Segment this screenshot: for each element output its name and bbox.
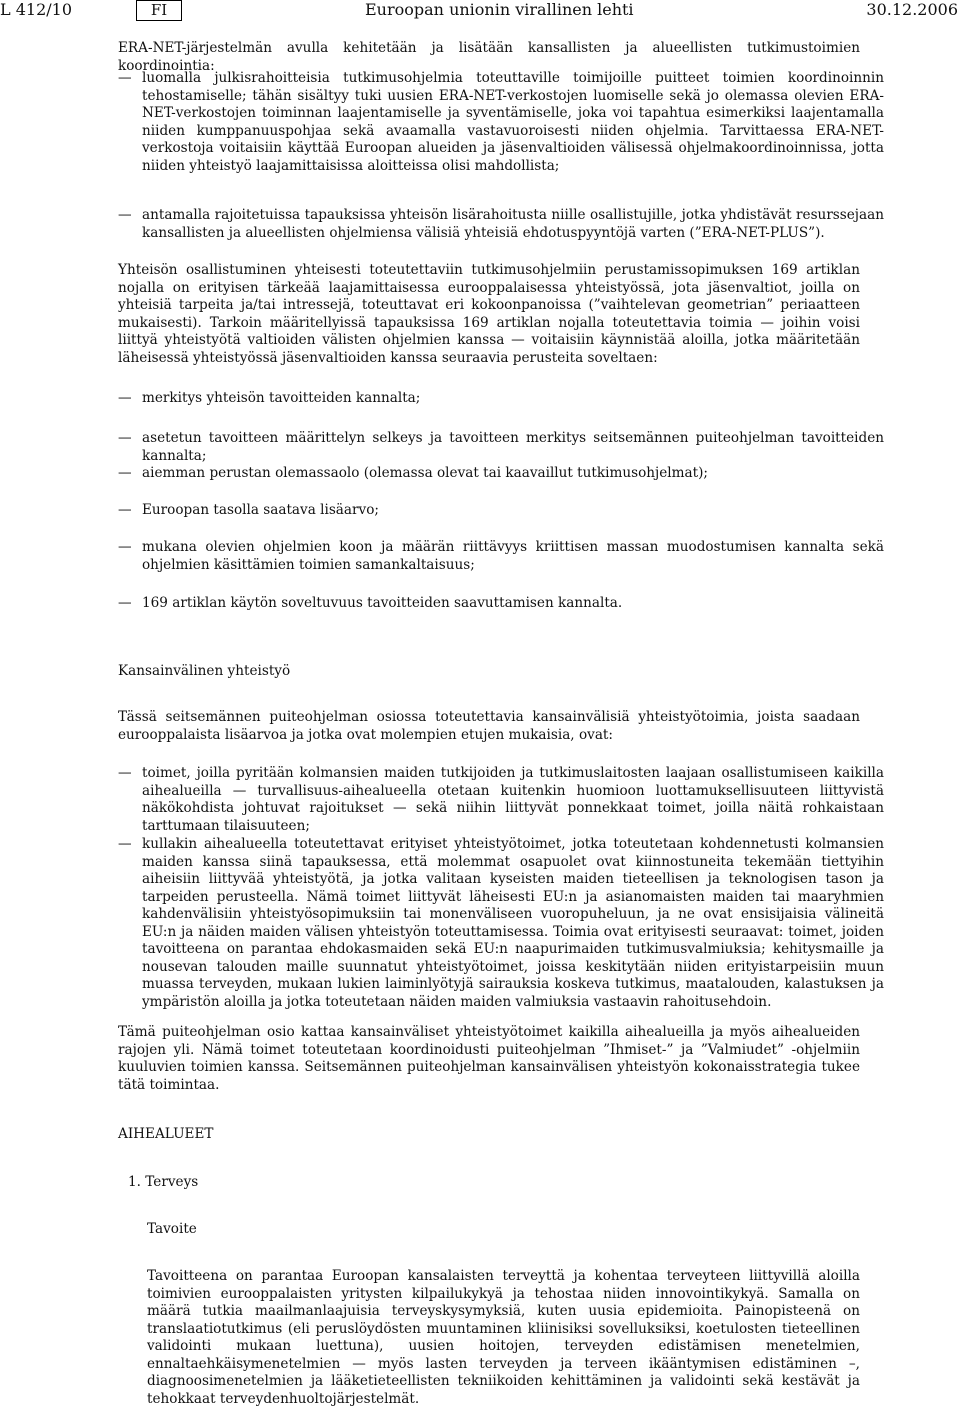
paragraph: ERA-NET-järjestelmän avulla kehitetään ja lisätään kansallisten ja alueellisten tutkimustoimien koordinointia:	[118, 40, 860, 74]
list-item-text: asetetun tavoitteen määrittelyn selkeys ja tavoitteen merkitys seitsemännen puiteohjelman tavoitteiden kannalta;	[142, 430, 884, 464]
section-heading: AIHEALUEET	[118, 1126, 214, 1142]
page-reference: L 412/10	[0, 0, 72, 19]
list-item	[118, 465, 884, 483]
publication-date: 30.12.2006	[866, 0, 958, 19]
list-item-text: Euroopan tasolla saatava lisäarvo;	[142, 502, 379, 518]
journal-title: Euroopan unionin virallinen lehti	[365, 0, 634, 19]
list-dash: —	[118, 595, 132, 611]
section-heading: 1. Terveys	[128, 1174, 199, 1190]
list-dash: —	[118, 465, 132, 481]
list-item-text: kullakin aihealueella toteutettavat erityiset yhteistyötoimet, jotka toteutetaan kohdennetusti kolmansien maiden kanssa siinä tapauksessa, että molemmat osapuolet ovat kiinnostuneita tekemään tiettyihin aiheisiin liittyvää yhteistyötä, ja jotka valitaan kyseisten maiden tieteellisen ja teknologisen tason ja tarpeiden perusteella. Nämä toimet liittyvät läheisesti EU:n ja asianomaisten maiden tai maaryhmien kahdenvälisiin yhteistyösopimuksiin tai monenväliseen vuoropuheluun, ja ne ovat ensisijaisia välineitä EU:n ja näiden maiden välisen yhteistyön toteuttamisessa. Toimia ovat erityisesti seuraavat: toimet, joiden tavoitteena on parantaa ehdokasmaiden sekä EU:n naapurimaiden tutkimusvalmiuksia; kehitysmaille ja nousevan talouden maille suunnatut yhteistyötoimet, joissa keskitytään niiden erityistarpeisiin muun muassa terveyden, mukaan lukien laiminlyötyjä sairauksia koskeva tutkimus, maatalouden, kalastuksen ja ympäristön aloilla ja jotka toteutetaan näiden maiden valmiuksia vastaavin rahoitusehdoin.	[142, 836, 884, 1010]
language-badge: FI	[136, 0, 182, 21]
paragraph: Tavoitteena on parantaa Euroopan kansalaisten terveyttä ja kohentaa terveyteen liittyvillä aloilla toimivien eurooppalaisten yritysten kilpailukykyä ja tehostaa niiden innovointikykyä. Samalla on määrä tutkia maailmanlaajuisia terveyskysymyksiä, kuten uusia epidemioita. Painopisteenä on translaatiotutkimus (eli peruslöydösten muuntaminen kliinisiksi sovelluksiksi, koetulosten tieteellinen validointi mukaan luettuna), uusien hoitojen, terveyden edistämisen menetelmien, ennaltaehkäisymenetelmien — myös lasten terveyden ja terveen ikääntymisen edistäminen –, diagnoosimenetelmien ja lääketieteellisten tekniikoiden kehittäminen ja validointi sekä kestävät ja tehokkaat terveydenhuoltojärjestelmät.	[147, 1268, 860, 1407]
list-item-text: toimet, joilla pyritään kolmansien maiden tutkijoiden ja tutkimuslaitosten laajaan osallistumiseen kaikilla aihealueilla — turvallisuus-aihealueella otetaan kuitenkin huomioon luottamuksellisuuteen liittyvistä näkökohdista johtuvat rajoitukset — sekä niihin liittyvät ponnekkaat toimet, joilla näitä rohkaistaan tarttumaan tilaisuuteen;	[142, 765, 884, 834]
list-item	[118, 207, 884, 242]
list-item-text: antamalla rajoitetuissa tapauksissa yhteisön lisärahoitusta niille osallistujille, jotka yhdistävät resurssejaan kansallisten ja alueellisten ohjelmiensa välisiä yhteisiä ehdotuspyyntöjä varten (”ERA-NET-PLUS”).	[142, 207, 884, 241]
section-heading: Tavoite	[147, 1221, 197, 1237]
list-item-text: luomalla julkisrahoitteisia tutkimusohjelmia toteuttaville toimijoille puitteet toimien koordinoinnin tehostamiselle; tähän sisältyy tuki uusien ERA-NET-verkostojen luomiselle sekä jo olemassa olevien ERA-NET-verkostojen toiminnan laajentamiselle ja syventämiselle, joka voi tapahtua esimerkiksi laajentamalla niiden kumppanuuspohjaa sekä avaamalla vastavuoroisesti niiden ohjelmia. Tarvittaessa ERA-NET-verkostoja voitaisiin käyttää Euroopan alueiden ja jäsenvaltioiden välisessä ohjelmakoordinoinnissa, jotta niiden yhteistyö laajamittaisissa aloitteissa olisi mahdollista;	[142, 70, 884, 174]
list-dash: —	[118, 539, 132, 555]
list-item	[118, 502, 884, 520]
paragraph: Tässä seitsemännen puiteohjelman osiossa toteutettavia kansainvälisiä yhteistyötoimia, joista saadaan eurooppalaista lisäarvoa ja jotka ovat molempien etujen mukaisia, ovat:	[118, 709, 860, 743]
paragraph: Yhteisön osallistuminen yhteisesti toteutettaviin tutkimusohjelmiin perustamissopimuksen 169 artiklan nojalla on erityisen tärkeää laajamittaisessa eurooppalaisessa yhteistyössä, jota jäsenvaltiot, joilla on yhteisiä tarpeita ja/tai intressejä, toteuttavat eri kokoonpanoissa (”vaihtelevan geometrian” periaatteen mukaisesti). Tarkoin määritellyissä tapauksissa 169 artiklan nojalla toteutettavia toimia — joihin voisi liittyä yhteistyötä valtioiden välisten ohjelmien kanssa — voitaisiin käynnistää aloilla, jotka määritetään läheisessä yhteistyössä jäsenvaltioiden kanssa seuraavia perusteita soveltaen:	[118, 262, 860, 366]
list-item-text: mukana olevien ohjelmien koon ja määrän riittävyys kriittisen massan muodostumisen kannalta sekä ohjelmien käsittämien toimien samankaltaisuus;	[142, 539, 884, 573]
list-dash: —	[118, 765, 132, 781]
paragraph: Tämä puiteohjelman osio kattaa kansainväliset yhteistyötoimet kaikilla aihealueilla ja myös aihealueiden rajojen yli. Nämä toimet toteutetaan koordinoidusti puiteohjelman ”Ihmiset-” ja ”Valmiudet” -ohjelmiin kuuluvien toimien kanssa. Seitsemännen puiteohjelman kansainvälisen yhteistyön kokonaisstrategia tukee tätä toimintaa.	[118, 1024, 860, 1093]
list-dash: —	[118, 502, 132, 518]
list-item	[118, 70, 884, 175]
list-item	[118, 539, 884, 574]
list-item	[118, 430, 884, 465]
list-dash: —	[118, 390, 132, 406]
list-dash: —	[118, 70, 132, 86]
list-dash: —	[118, 207, 132, 223]
section-heading: Kansainvälinen yhteistyö	[118, 663, 291, 679]
page-header	[0, 0, 960, 22]
list-item-text: 169 artiklan käytön soveltuvuus tavoitteiden saavuttamisen kannalta.	[142, 595, 623, 611]
list-dash: —	[118, 430, 132, 446]
list-item	[118, 390, 884, 408]
list-item	[118, 765, 884, 835]
list-dash: —	[118, 836, 132, 852]
list-item-text: aiemman perustan olemassaolo (olemassa olevat tai kaavaillut tutkimusohjelmat);	[142, 465, 708, 481]
list-item	[118, 836, 884, 1011]
list-item	[118, 595, 884, 613]
list-item-text: merkitys yhteisön tavoitteiden kannalta;	[142, 390, 421, 406]
